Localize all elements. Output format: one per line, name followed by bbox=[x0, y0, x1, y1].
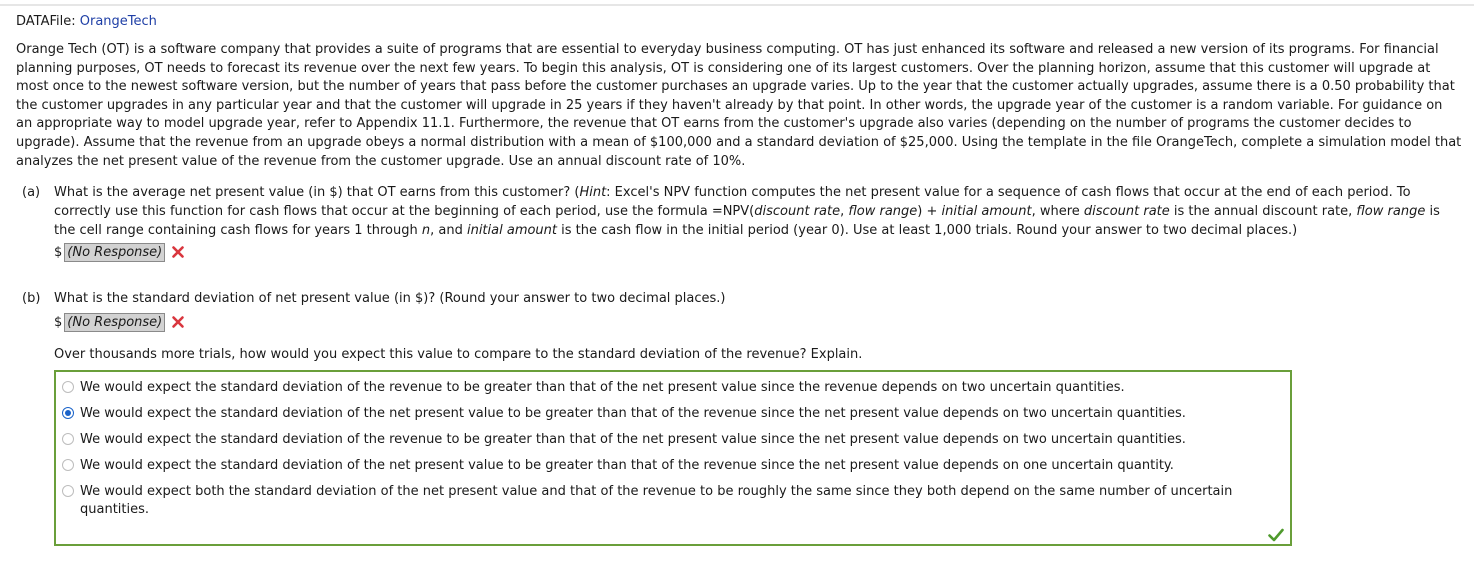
qa-text-3: , bbox=[840, 204, 849, 219]
question-a bbox=[0, 183, 1474, 238]
datafile-label: DATAFile: bbox=[16, 14, 80, 29]
qa-text-5: , where bbox=[1031, 204, 1084, 219]
qa-hint-word: Hint bbox=[579, 185, 607, 200]
qa-em-6: n bbox=[421, 223, 431, 238]
question-a-text bbox=[54, 183, 1456, 240]
question-b-followup: Over thousands more trials, how would you expect this value to compare to the standard deviation of the revenue? Explain. bbox=[54, 347, 863, 362]
qa-text-2: : Excel's NPV function computes the net present value for a sequence of cash flows that occur at the end of each period. To correctly use this function for cash flows that occur at the beginning of each period, use the formula =NPV( bbox=[54, 185, 1411, 219]
radio-button[interactable] bbox=[62, 381, 74, 393]
radio-button[interactable] bbox=[62, 459, 74, 471]
question-a-label: (a) bbox=[22, 185, 41, 200]
choice-text: We would expect the standard deviation of the revenue to be greater than that of the net present value since the revenue depends on two uncertain quantities. bbox=[80, 380, 1125, 395]
currency-symbol: $ bbox=[54, 244, 63, 260]
qa-text-1: What is the average net present value (in $) that OT earns from this customer? ( bbox=[54, 185, 580, 200]
qa-em-7: initial amount bbox=[466, 223, 558, 238]
top-divider bbox=[0, 4, 1474, 6]
radio-button-selected[interactable] bbox=[62, 407, 74, 419]
qa-em-1: discount rate bbox=[754, 204, 841, 219]
choice-text: We would expect the standard deviation of the net present value to be greater than that of the revenue since the net present value depends on one uncertain quantity. bbox=[80, 458, 1174, 473]
question-b-text: What is the standard deviation of net present value (in $)? (Round your answer to two decimal places.) bbox=[54, 291, 726, 306]
radio-button[interactable] bbox=[62, 485, 74, 497]
choice-text: We would expect both the standard deviation of the net present value and that of the revenue to be roughly the same since they both depend on the same number of uncertain quantities. bbox=[80, 484, 1233, 517]
question-b-label: (b) bbox=[22, 291, 41, 306]
radio-button[interactable] bbox=[62, 433, 74, 445]
x-mark-icon bbox=[171, 245, 185, 259]
qa-em-2: flow range bbox=[848, 204, 918, 219]
question-b bbox=[0, 289, 1474, 309]
datafile-link[interactable]: OrangeTech bbox=[79, 14, 157, 29]
x-mark-icon bbox=[171, 315, 185, 329]
qa-text-6: is the annual discount rate, bbox=[1169, 204, 1357, 219]
qa-text-4: ) + bbox=[917, 204, 942, 219]
problem-intro: Orange Tech (OT) is a software company that provides a suite of programs that are essential to everyday business computing. OT has just enhanced its software and released a new version of its programs. For financial planning purposes, OT needs to forecast its revenue over the next few years. To begin this analysis, OT is considering one of its largest customers. Over the planning horizon, assume that this customer will upgrade at most once to the newest software version, but the number of years that pass before the customer purchases an upgrade varies. Up to the year that the customer actually upgrades, assume there is a 0.50 probability that the customer upgrades in any particular year and that the customer will upgrade in 25 years if they haven't already by that point. In other words, the upgrade year of the customer is a random variable. For guidance on an appropriate way to model upgrade year, refer to Appendix 11.1. Furthermore, the revenue that OT earns from the customer's upgrade also varies (depending on the number of programs the customer decides to upgrade). Assume that the revenue from an upgrade obeys a normal distribution with a mean of $100,000 and a standard deviation of $25,000. Using the template in the file OrangeTech, complete a simulation model that analyzes the net present value of the revenue from the customer upgrade. Use an annual discount rate of 10%. bbox=[16, 42, 1462, 169]
qa-text-8: , and bbox=[430, 223, 467, 238]
question-b-response bbox=[54, 312, 185, 332]
choice-text: We would expect the standard deviation of the revenue to be greater than that of the net present value since the net present value depends on two uncertain quantities. bbox=[80, 432, 1186, 447]
answer-choices bbox=[54, 370, 1292, 546]
qa-em-5: flow range bbox=[1356, 204, 1426, 219]
qa-em-4: discount rate bbox=[1083, 204, 1170, 219]
answer-field[interactable]: (No Response) bbox=[64, 313, 165, 332]
question-a-response bbox=[54, 242, 185, 262]
answer-field[interactable]: (No Response) bbox=[64, 243, 165, 262]
choice-text: We would expect the standard deviation of the net present value to be greater than that of the revenue since the net present value depends on two uncertain quantities. bbox=[80, 406, 1186, 421]
datafile-line bbox=[16, 13, 157, 31]
qa-text-7: is the cell range containing cash flows for years 1 through bbox=[54, 204, 1440, 238]
currency-symbol: $ bbox=[54, 314, 63, 330]
qa-text-9: is the cash flow in the initial period (year 0). Use at least 1,000 trials. Round your answer to two decimal places.) bbox=[557, 223, 1298, 238]
qa-em-3: initial amount bbox=[941, 204, 1032, 219]
checkmark-icon bbox=[1268, 528, 1284, 542]
